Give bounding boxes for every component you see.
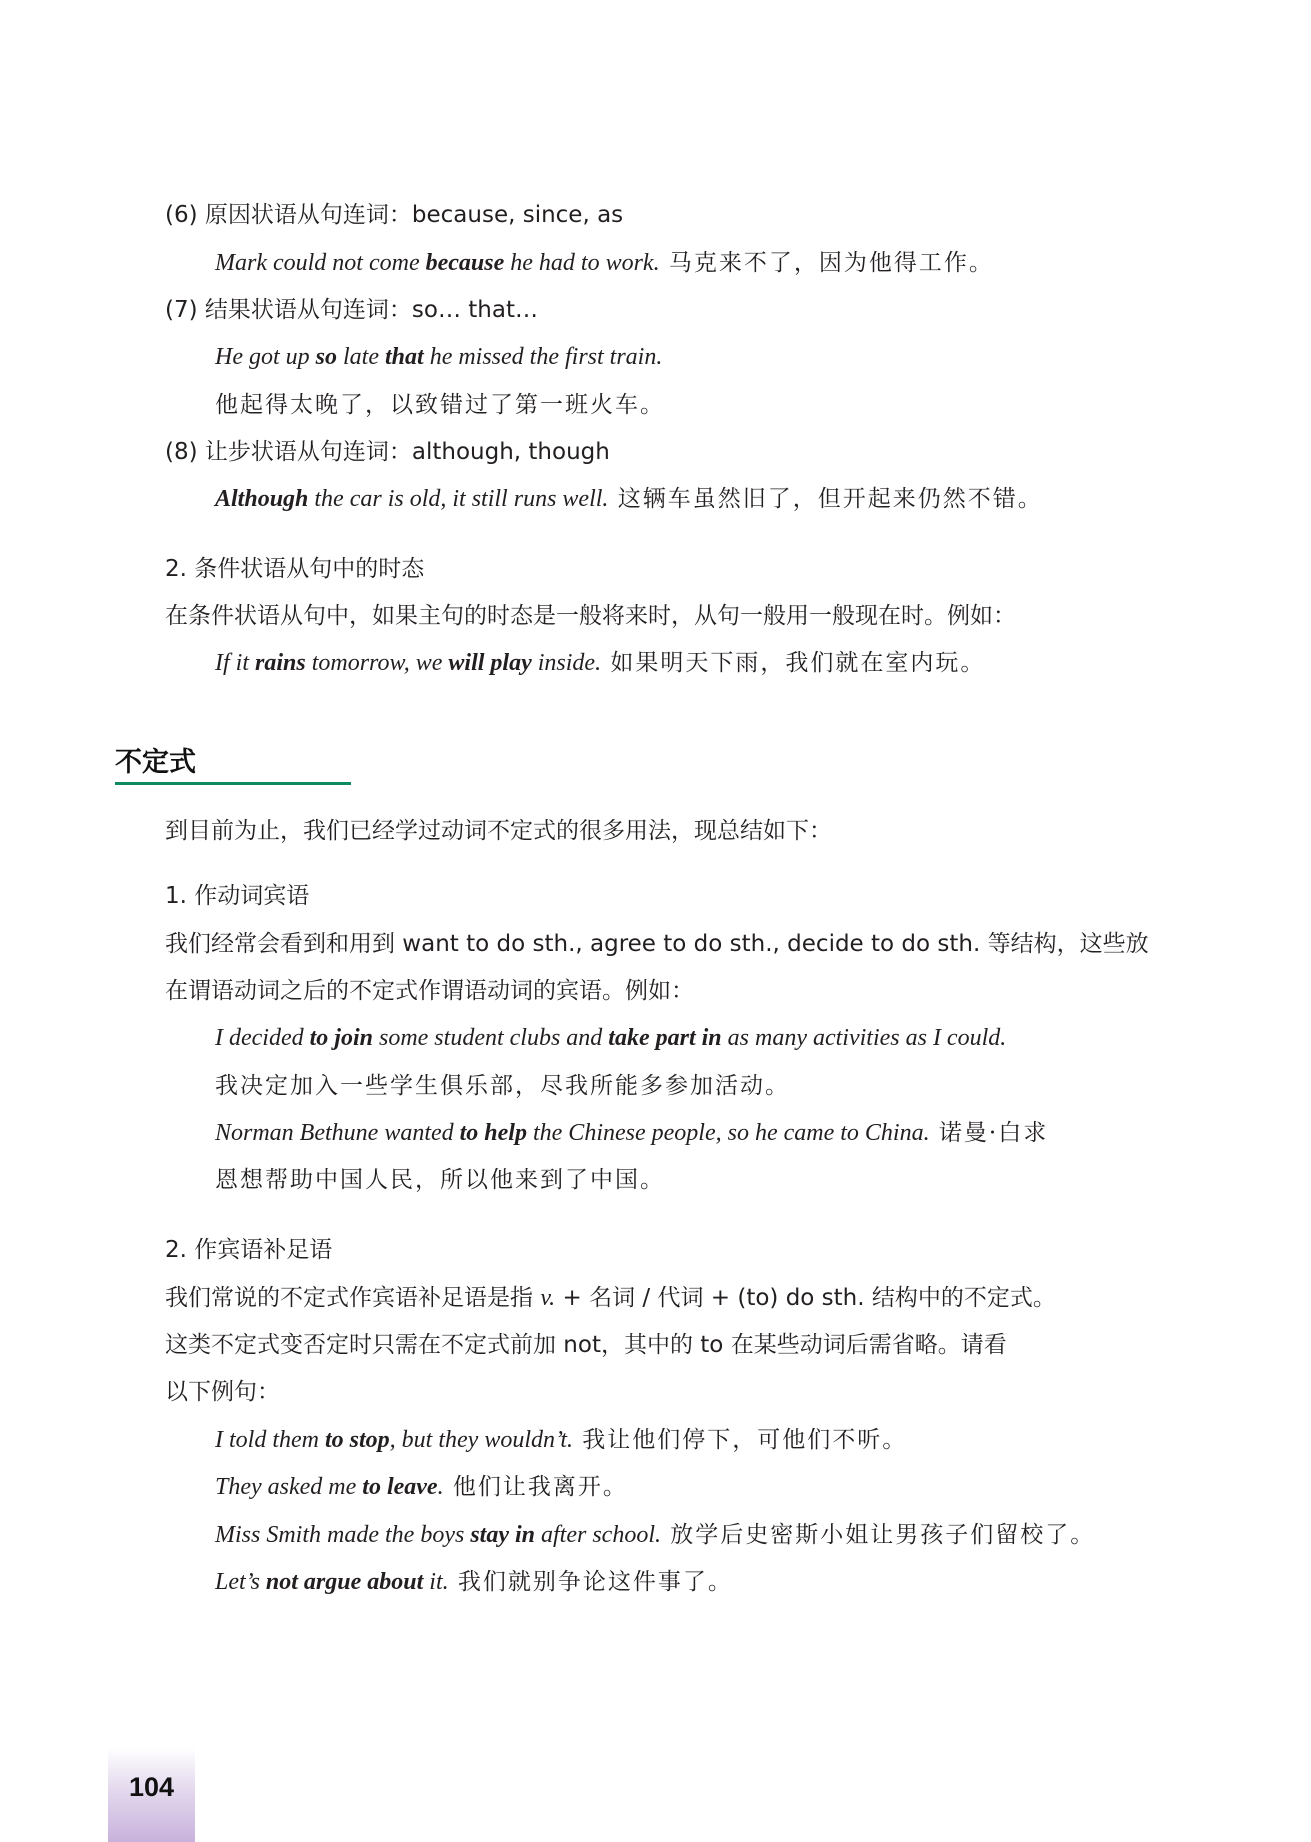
- complement-example-3: Miss Smith made the boys stay in after school. 放学后史密斯小姐让男孩子们留校了。: [215, 1522, 1096, 1548]
- complement-example-4: Let’s not argue about it. 我们就别争论这件事了。: [215, 1569, 733, 1595]
- section-8-heading: [165, 433, 610, 470]
- object-example-1: I decided to join some student clubs and take part in as many activities as I could.: [215, 1025, 1007, 1051]
- section-6-heading-text: (6) 原因状语从句连词：because, since, as: [165, 202, 624, 228]
- section-8-heading-text: (8) 让步状语从句连词：although, though: [165, 439, 610, 465]
- tense-example: If it rains tomorrow, we will play inside. 如果明天下雨，我们就在室内玩。: [215, 650, 986, 676]
- section-7-example: He got up so late that he missed the first train.: [215, 344, 663, 370]
- page-number-tab: [108, 1748, 195, 1842]
- section-7-translation: 他起得太晚了，以致错过了第一班火车。: [215, 392, 665, 418]
- section-7-heading: [165, 291, 538, 328]
- complement-title: 2. 作宾语补足语: [165, 1237, 333, 1263]
- page-number: 104: [128, 1772, 175, 1802]
- object-example-2: Norman Bethune wanted to help the Chinese people, so he came to China. 诺曼·白求: [215, 1120, 1049, 1146]
- tense-description: 在条件状语从句中，如果主句的时态是一般将来时，从句一般用一般现在时。例如：: [165, 603, 1016, 629]
- infinitive-heading-text: 不定式: [115, 747, 196, 778]
- section-6-heading: [165, 196, 623, 233]
- section-7-heading-text: (7) 结果状语从句连词：so… that…: [165, 297, 538, 323]
- object-example-2-translation: 恩想帮助中国人民，所以他来到了中国。: [215, 1167, 665, 1193]
- object-example-1-translation: 我决定加入一些学生俱乐部，尽我所能多参加活动。: [215, 1073, 790, 1099]
- object-description-line-1: 我们经常会看到和用到 want to do sth., agree to do sth., decide to do sth. 等结构，这些放: [165, 931, 1149, 957]
- complement-description-line-3: 以下例句：: [165, 1379, 280, 1405]
- section-6-example: Mark could not come because he had to work. 马克来不了，因为他得工作。: [215, 250, 994, 276]
- object-description-line-2: 在谓语动词之后的不定式作谓语动词的宾语。例如：: [165, 978, 694, 1004]
- section-8-example: Although the car is old, it still runs well. 这辆车虽然旧了，但开起来仍然不错。: [215, 486, 1043, 512]
- infinitive-intro: 到目前为止，我们已经学过动词不定式的很多用法，现总结如下：: [165, 818, 832, 844]
- infinitive-section-heading: [115, 746, 351, 785]
- complement-example-2: They asked me to leave. 他们让我离开。: [215, 1474, 628, 1500]
- complement-description-line-2: 这类不定式变否定时只需在不定式前加 not，其中的 to 在某些动词后需省略。请看: [165, 1332, 1007, 1358]
- object-title: 1. 作动词宾语: [165, 883, 310, 909]
- tense-title: 2. 条件状语从句中的时态: [165, 556, 425, 582]
- complement-example-1: I told them to stop, but they wouldn’t. 我让他们停下，可他们不听。: [215, 1427, 908, 1453]
- complement-description-line-1: 我们常说的不定式作宾语补足语是指 v. + 名词 / 代词 + (to) do sth. 结构中的不定式。: [165, 1285, 1056, 1311]
